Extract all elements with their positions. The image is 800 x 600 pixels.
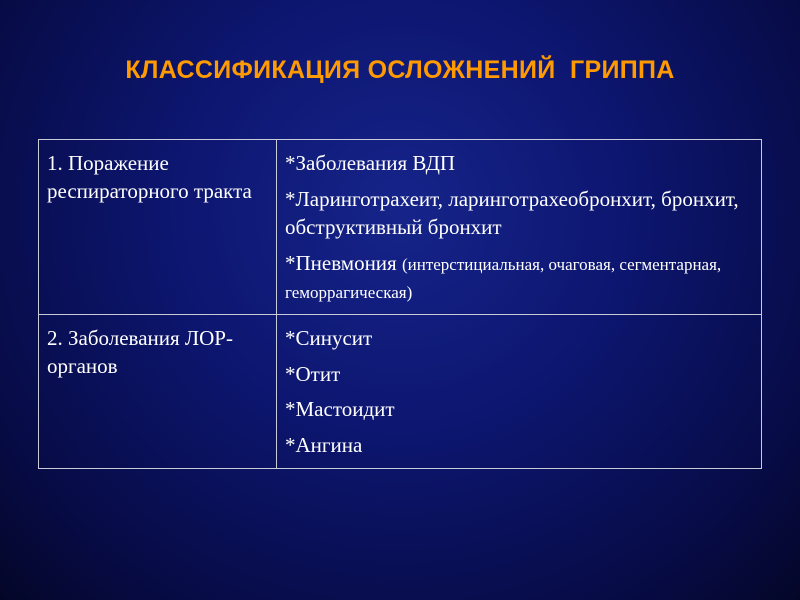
list-item: *Ангина (285, 433, 363, 458)
items-cell (277, 140, 762, 315)
list-item: *Мастоидит (285, 397, 395, 422)
category-cell: 1. Поражение респираторного тракта (39, 140, 277, 315)
classification-table (38, 139, 762, 469)
items-cell (277, 314, 762, 469)
list-item: *Ларинготрахеит, ларинготрахеобронхит, бронхит, обструктивный бронхит (285, 186, 739, 239)
list-item: *Синусит (285, 325, 373, 350)
list-item: *Отит (285, 361, 341, 386)
table-row (39, 140, 762, 315)
slide-title: КЛАССИФИКАЦИЯ ОСЛОЖНЕНИЙ ГРИППА (125, 56, 675, 84)
list-item-note: (интерстициальная, очаговая, сегментарная, геморрагическая) (285, 254, 722, 302)
list-item: *Заболевания ВДП (285, 151, 456, 175)
list-item (285, 250, 753, 306)
table-row (39, 314, 762, 469)
category-cell: 2. Заболевания ЛОР-органов (39, 314, 277, 469)
list-item-label: *Пневмония (285, 250, 397, 275)
